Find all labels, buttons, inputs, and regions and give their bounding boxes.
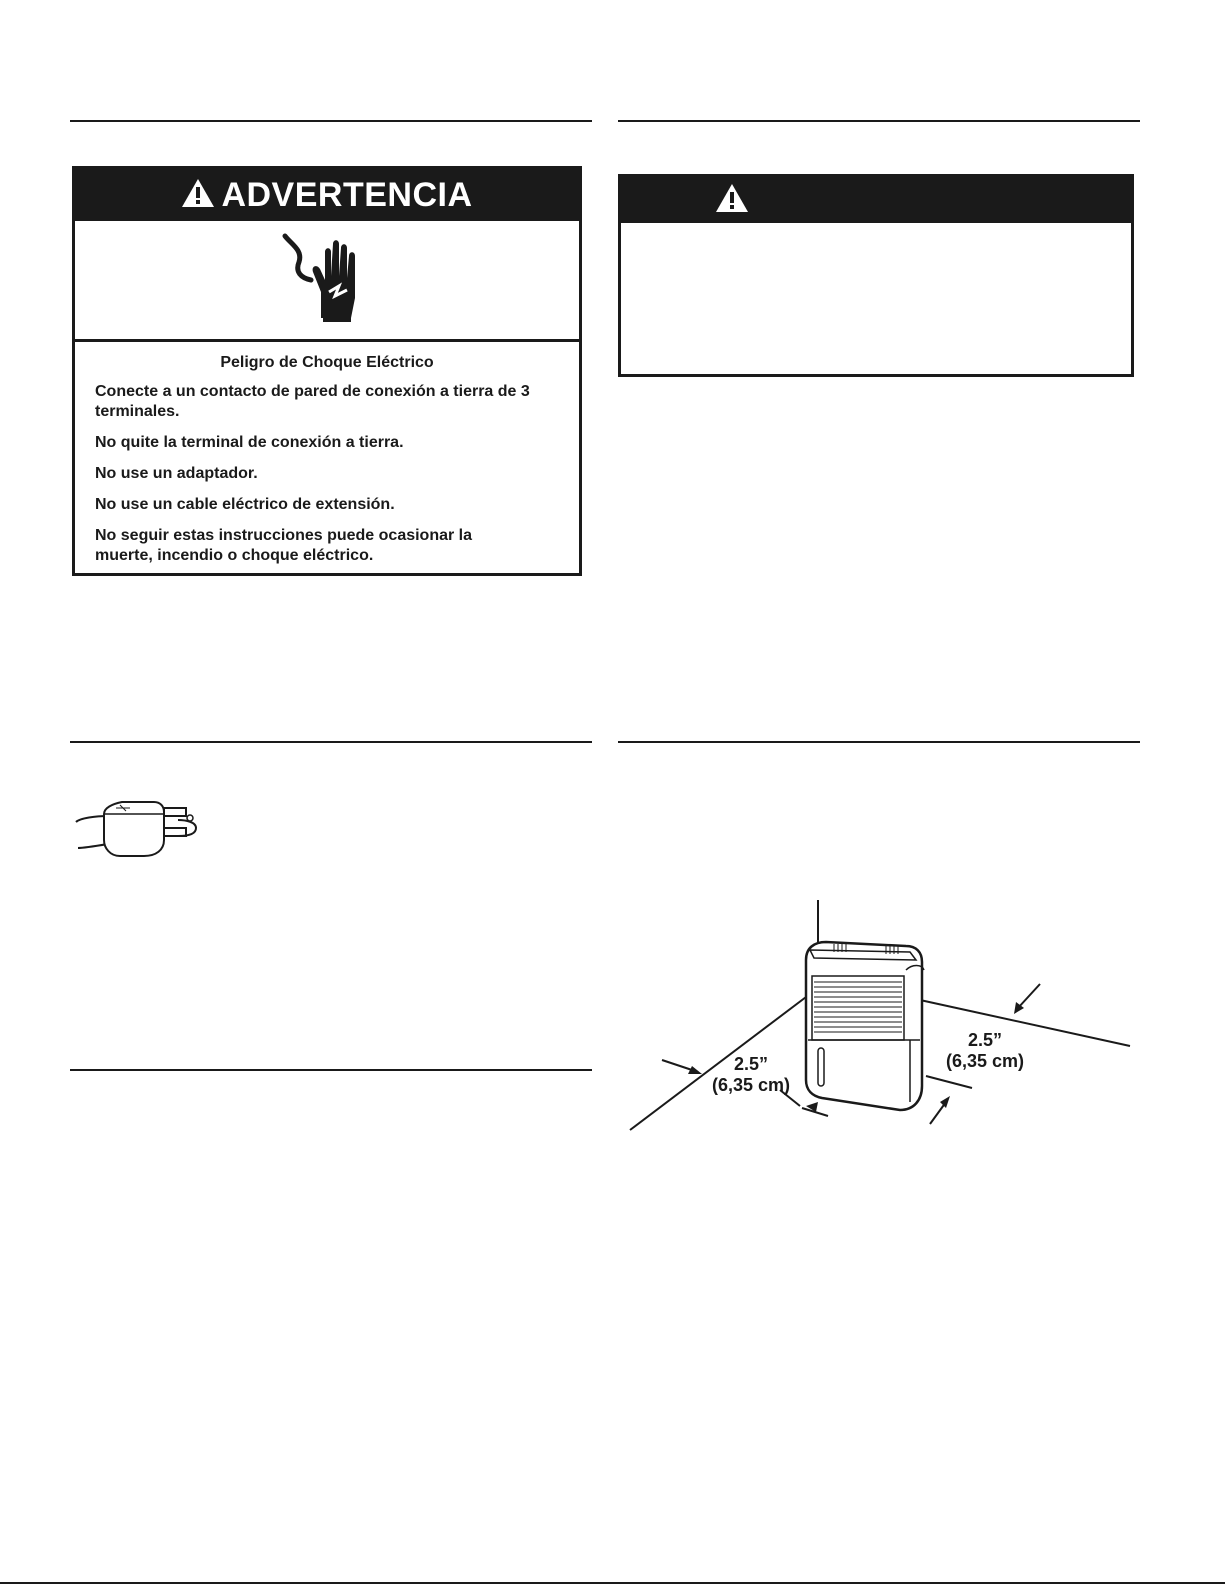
clearance-metric-right: (6,35 cm): [946, 1051, 1025, 1071]
three-prong-plug-icon: [74, 798, 204, 867]
clearance-value-right: 2.5”: [968, 1030, 1003, 1050]
dehumidifier-icon: [620, 890, 1140, 1150]
warning-line: No quite la terminal de conexión a tierra.: [95, 434, 404, 451]
clearance-value-left: 2.5”: [734, 1054, 769, 1074]
warning-heading: Peligro de Choque Eléctrico: [220, 354, 434, 371]
clearance-metric-left: (6,35 cm): [712, 1075, 791, 1095]
warning-header-secondary: [621, 177, 1131, 223]
warning-triangle-icon: [181, 178, 215, 213]
section-rule-top-right: [618, 120, 1140, 122]
section-rule-mid-right: [618, 741, 1140, 743]
warning-body: [75, 342, 579, 566]
warning-line: No seguir estas instrucciones puede ocasionar la muerte, incendio o choque eléctrico.: [95, 527, 473, 564]
warning-triangle-icon: [715, 183, 749, 218]
warning-box-secondary: [618, 174, 1134, 377]
warning-header: [75, 169, 579, 221]
warning-line: No use un adaptador.: [95, 465, 258, 482]
section-rule-mid-left: [70, 741, 592, 743]
clearance-label-right: [946, 1030, 1024, 1072]
clearance-diagram: [620, 890, 1140, 1155]
page-bottom-rule: [0, 1582, 1225, 1584]
warning-line: Conecte a un contacto de pared de conexión a tierra de 3 terminales.: [95, 383, 530, 420]
electric-shock-hand-icon: [277, 232, 377, 329]
electric-shock-warning-box: [72, 166, 582, 576]
section-rule-top-left: [70, 120, 592, 122]
clearance-label-left: [712, 1054, 790, 1096]
section-rule-lower-left: [70, 1069, 592, 1071]
shock-symbol-area: [75, 221, 579, 342]
warning-line: No use un cable eléctrico de extensión.: [95, 496, 395, 513]
warning-title: ADVERTENCIA: [221, 175, 473, 214]
